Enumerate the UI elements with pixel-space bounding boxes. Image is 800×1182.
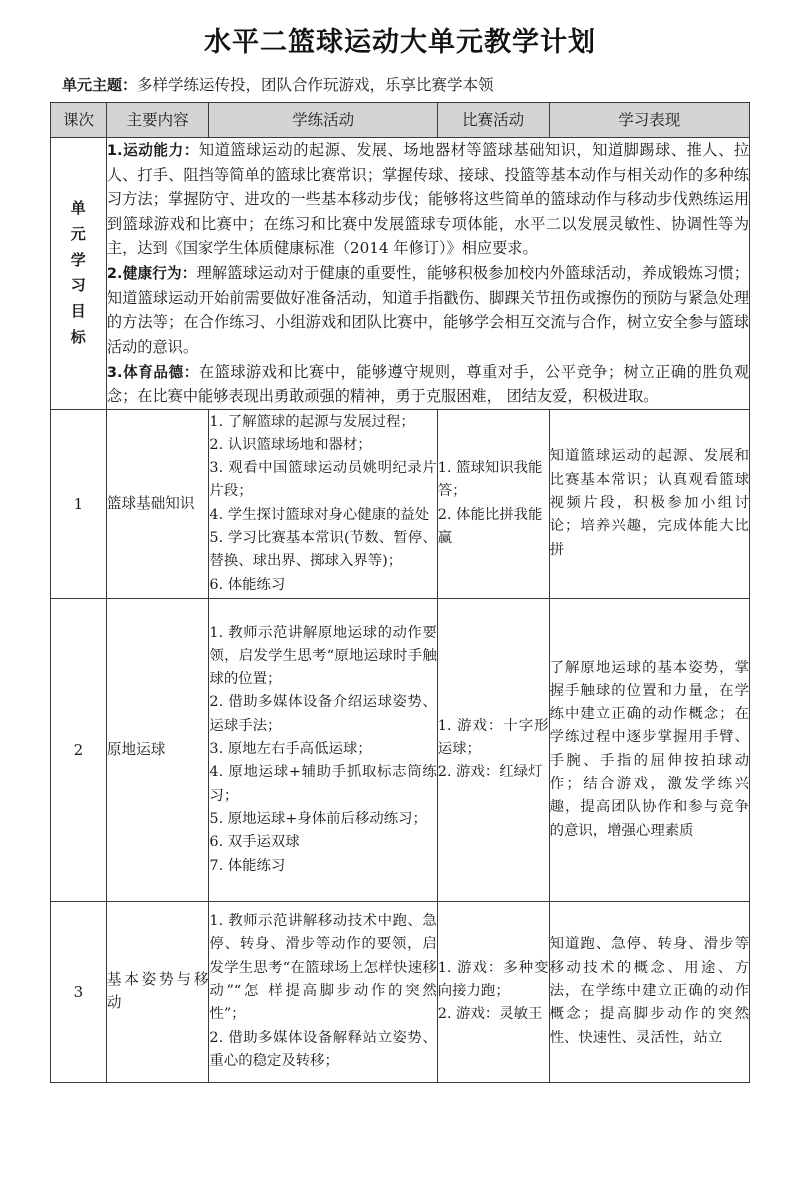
table-header-row	[51, 102, 750, 137]
vlabel-char-4: 目	[70, 302, 87, 321]
vlabel-char-0: 单	[70, 198, 87, 217]
cell-lesson-no: 3	[51, 901, 107, 1082]
list-item: 6. 体能练习	[209, 576, 286, 593]
list-item: 2. 游戏：灵敏王	[437, 1006, 543, 1023]
cell-learning-activity	[209, 598, 437, 901]
cell-learning-performance	[549, 598, 749, 901]
list-item: 1. 教师示范讲解原地运球的动作要领，启发学生思考“原地运球时手触球的位置；	[209, 624, 437, 688]
column-header-main-content: 主要内容	[106, 102, 209, 137]
column-header-lesson-no: 课次	[51, 102, 107, 137]
cell-learning-activity	[209, 901, 437, 1082]
objective-2-head: 2.健康行为：	[106, 265, 197, 283]
learning-performance-text: 知道篮球运动的起源、发展和比赛基本常识；认真观看篮球视频片段，积极参加小组讨论；培养兴趣，完成体能大比拼	[549, 448, 749, 558]
list-item: 1. 游戏：十字形运球；	[437, 717, 549, 758]
vlabel-char-3: 习	[70, 276, 87, 295]
cell-lesson-no: 1	[51, 409, 107, 598]
table-row	[51, 901, 750, 1082]
learning-activity-list	[209, 622, 436, 879]
list-item: 2. 体能比拼我能赢	[437, 506, 543, 547]
unit-theme-label: 单元主题：	[62, 76, 138, 95]
table-header	[51, 102, 750, 137]
cell-learning-performance	[549, 409, 749, 598]
table-row	[51, 409, 750, 598]
learning-activity-list	[209, 411, 436, 598]
list-item: 2. 认识篮球场地和器材；	[209, 436, 372, 453]
objective-item-1	[107, 138, 749, 261]
list-item: 2. 借助多媒体设备解释站立姿势、重心的稳定及转移；	[209, 1029, 437, 1070]
unit-theme-value: 多样学练运传投，团队合作玩游戏，乐享比赛学本领	[137, 76, 494, 95]
list-item: 4. 原地运球+辅助手抓取标志筒练习；	[209, 764, 437, 804]
list-item: 2. 借助多媒体设备介绍运球姿势、运球手法；	[209, 694, 437, 734]
list-item: 1. 篮球知识我能答；	[437, 460, 543, 500]
vlabel-char-2: 学	[70, 250, 87, 269]
unit-theme-line	[62, 75, 762, 96]
list-item: 6. 双手运双球	[209, 834, 300, 851]
learning-activity-list	[209, 910, 436, 1073]
learning-performance-text: 知道跑、急停、转身、滑步等移动技术的概念、用途、方法，在学练中建立正确的动作概念；提高脚步动作的突然性、快速性、灵活性，站立	[549, 936, 749, 1046]
competition-activity-list	[438, 457, 549, 550]
vlabel-char-5: 标	[70, 327, 87, 346]
vlabel-char-1: 元	[70, 224, 87, 243]
objective-2-text: 理解篮球运动对于健康的重要性，能够积极参加校内外篮球活动，养成锻炼习惯；知道篮球运动开始前需要做好准备活动，知道手指戳伤、脚踝关节扭伤或擦伤的预防与紧急处理的方法等；在合作练习、小组游戏和团队比赛中，能够学会相互交流与合作，树立安全参与篮球活动的意识。	[106, 264, 750, 356]
list-item: 7. 体能练习	[209, 857, 286, 874]
objectives-body-cell	[106, 137, 749, 409]
list-item: 4. 学生探讨篮球对身心健康的益处	[209, 506, 430, 523]
objectives-side-label-cell	[51, 137, 107, 409]
page-title: 水平二篮球运动大单元教学计划	[204, 27, 596, 58]
competition-activity-list	[438, 957, 549, 1027]
list-item: 1. 了解篮球的起源与发展过程；	[209, 413, 415, 430]
learning-performance-text: 了解原地运球的基本姿势，掌握手触球的位置和力量，在学练中建立正确的动作概念；在学练过程中逐步掌握用手臂、手腕、手指的屈伸按拍球动作；结合游戏，激发学练兴趣，提高团队协作和参与竞争的意识，增强心理素质	[549, 659, 749, 839]
objective-item-2	[107, 261, 749, 360]
list-item: 2. 游戏：红绿灯	[437, 764, 543, 781]
objective-item-3	[107, 360, 749, 409]
list-item: 3. 原地左右手高低运球；	[209, 741, 372, 758]
objective-1-text: 知道篮球运动的起源、发展、场地器材等篮球基础知识，知道脚踢球、推人、拉人、打手、阻挡等简单的篮球比赛常识；掌握传球、接球、投篮等基本动作与相关动作的多种练习方法；掌握防守、进攻的一些基本移动步伐；能够将这些简单的篮球动作与移动步伐熟练运用到篮球游戏和比赛中；在练习和比赛中发展篮球专项体能，水平二以发展灵敏性、协调性等为主，达到《国家学生体质健康标准（2014 年修订）》相应要求。	[106, 140, 750, 258]
table-body	[51, 409, 750, 1082]
column-header-learning-performance: 学习表现	[549, 102, 749, 137]
list-item: 5. 学习比赛基本常识(节数、暂停、替换、球出界、掷球入界等)；	[209, 530, 437, 570]
cell-learning-performance	[549, 901, 749, 1082]
cell-competition-activity	[437, 409, 549, 598]
cell-competition-activity	[437, 598, 549, 901]
teaching-plan-table	[50, 102, 750, 1083]
table-row	[51, 598, 750, 901]
list-item: 1. 游戏：多种变向接力跑；	[437, 959, 549, 1000]
column-header-learning-activity: 学练活动	[209, 102, 437, 137]
cell-main-content: 篮球基础知识	[106, 409, 209, 598]
objectives-side-label	[51, 196, 106, 351]
cell-lesson-no: 2	[51, 598, 107, 901]
list-item: 1. 教师示范讲解移动技术中跑、急停、转身、滑步等动作的要领，启发学生思考“在篮球场上怎样快速移动”“怎 样提高脚步动作的突然性”；	[209, 913, 437, 1023]
objectives-section	[51, 137, 750, 409]
objectives-row	[51, 137, 750, 409]
list-item: 5. 原地运球+身体前后移动练习；	[209, 811, 427, 828]
competition-activity-list	[438, 715, 549, 785]
objective-1-head: 1.运动能力：	[106, 141, 199, 159]
cell-main-content: 基本姿势与移动	[106, 901, 209, 1082]
cell-main-content: 原地运球	[106, 598, 209, 901]
objective-3-text: 在篮球游戏和比赛中，能够遵守规则，尊重对手，公平竞争；树立正确的胜负观念；在比赛中能够表现出勇敢顽强的精神，勇于克服困难， 团结友爱，积极进取。	[106, 362, 750, 406]
column-header-competition-activity: 比赛活动	[437, 102, 549, 137]
objective-3-head: 3.体育品德：	[106, 363, 199, 381]
cell-learning-activity	[209, 409, 437, 598]
list-item: 3. 观看中国篮球运动员姚明纪录片片段；	[209, 460, 437, 500]
cell-competition-activity	[437, 901, 549, 1082]
